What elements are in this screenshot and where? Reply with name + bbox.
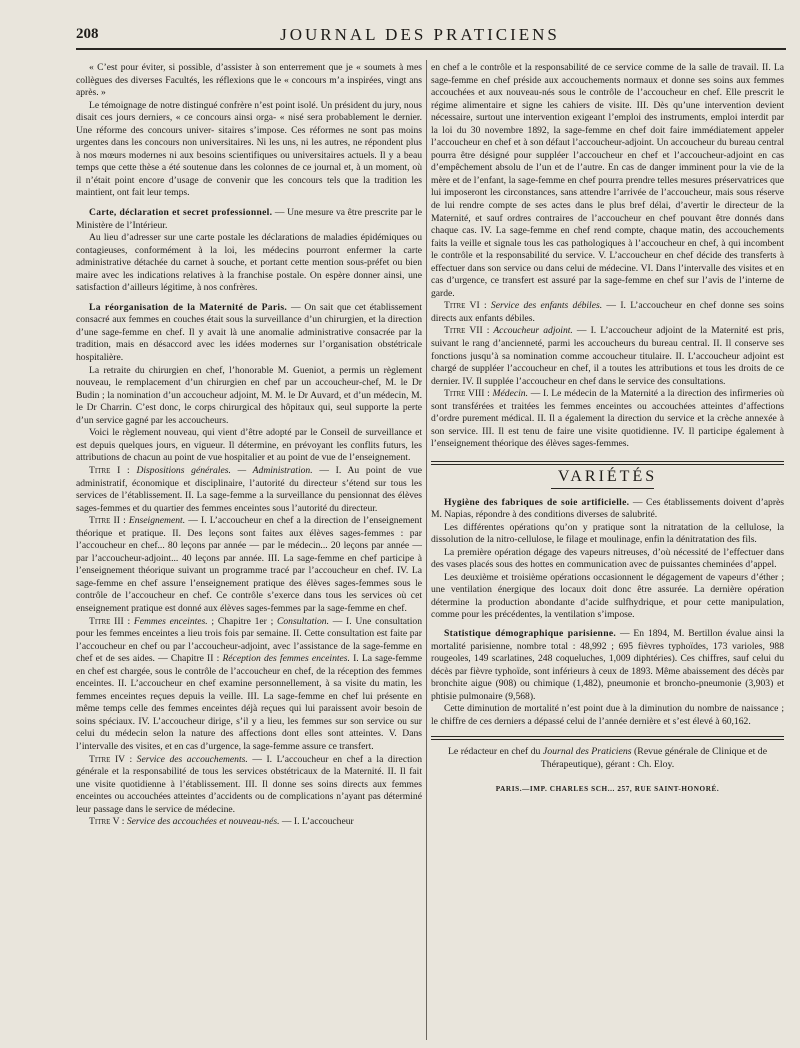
section-heading: La réorganisation de la Maternité de Paris. (89, 301, 288, 313)
titre-3: Titre III : Femmes enceintes. ; Chapitre 1er ; Consultation. — I. Une consultation pour les femmes enceintes a lieu trois fois par semaine. II. Cette consultation est faite par l’accoucheur en chef ou par l’accoucheur-adjoint, avec l’assistance de la sage-femme en chef et de ses aides. — Chapitre II : Réception des femmes enceintes. I. La sage-femme en chef est chargée, sous le contrôle de l’accoucheur en chef, de la réception des femmes enceintes. II. L’accoucheur en chef examine personnellement, à sa visite du matin, les femmes enceintes reçues depuis la veille. III. La sage-femme en chef lui présente en même temps celle des femmes enceintes déjà reçues qui lui paraissent avoir besoin de soins spéciaux. IV. L’accoucheur dirige, s’il y a lieu, les femmes sur son service ou sur celui du médecin selon la nature des affections dont elles sont atteintes. V. Dans l’intervalle des visites, et en cas d’urgence, la sage-femme assure ce transfert. (76, 615, 422, 752)
paragraph: La première opération dégage des vapeurs nitreuses, d’où nécessité de l’effectuer dans des vases placés sous des hottes en communication avec de puissantes cheminées d’appel. (431, 546, 784, 571)
varietes-section-header (431, 461, 784, 489)
section-heading: Carte, déclaration et secret professionnel. (89, 207, 273, 219)
titre-8: Titre VIII : Médecin. — I. Le médecin de la Maternité a la direction des infirmeries où sont transférées et traitées les femmes enceintes ou accouchées atteintes d’affections d’ordre purement médical. II. Il a également la direction du service et la crèche annexée à son service. III. Il est tenu de faire une visite quotidienne. IV. Il participe également à l’enseignement théorique des élèves sages-femmes. (431, 388, 785, 450)
paragraph: Le témoignage de notre distingué confrère n’est point isolé. Un président du jury, nous disait ces jours derniers, « ce concours ainsi orga- « nisé sera probablement le dernier. Une réforme des concours univer- sitaires s’impose. Ces réformes ne sont pas moins urgentes dans les concours non universitaires. Ni les uns, ni les autres, ne répondent plus à nos mœurs modernes ni aux besoins scientifiques ou universitaires actuels. Il y a beau temps que cette thèse a été soutenue dans les colonnes de ce journal et, à un moment, où il n’était point encore d’usage de convenir que les concours tels que la tradition les maintient, ont fait leur temps. (76, 99, 422, 199)
paragraph: Au lieu d’adresser sur une carte postale les déclarations de maladies épidémiques ou contagieuses, conformément à la loi, les médecins pourront enfermer la carte administrative détachée du carnet à souche, et portant cette mention sous-préfet ou bien maire avec les indications relatives à la franchise postale. On espère donner ainsi, une satisfaction d’ailleurs légitime, à nos confrères. (76, 232, 422, 294)
section-heading: Hygiène des fabriques de soie artificielle. (444, 496, 630, 508)
paragraph: Les différentes opérations qu’on y pratique sont la nitratation de la cellulose, la dissolution de la nitro-cellulose, le filage et moulinage, enfin la dénitratation des fils. (431, 521, 784, 546)
thin-rule (551, 488, 654, 489)
journal-title: JOURNAL DES PRATICIENS (280, 25, 560, 44)
titre-4: Titre IV : Service des accouchements. — I. L’accoucheur en chef a la direction générale et la responsabilité de tous les services obstétricaux de la Maternité. II. Il fait une visite quotidienne à l’établissement. III. Il donne ses soins directs aux femmes enceintes ou accouchées atteintes d’accidents ou de complications n’ayant pas déterminé leur passage dans le service de médecine. (76, 753, 422, 815)
paragraph: Voici le règlement nouveau, qui vient d’être adopté par le Conseil de surveillance et est depuis quelques jours, en vigueur. Il détermine, en prévoyant les conflits futurs, les attributions de chacun au point de vue hospitalier et au point de vue de l’enseignement. (76, 427, 422, 464)
paragraph: La retraite du chirurgien en chef, l’honorable M. Gueniot, a permis un règlement nouveau, le remplacement d’un chirurgien en chef par un accoucheur-chef, M. le Dr Budin ; la nomination d’un accoucheur adjoint, M. M. le Dr Auvard, et d’un médecin, M. le Dr Charrin. C’est donc, le corps chirurgical des hôpitaux qui, seul supporte la perte d’un service gagné par les accoucheurs. (76, 364, 422, 426)
separator-rule (431, 739, 784, 740)
page-number: 208 (76, 26, 99, 42)
quote-paragraph: « C’est pour éviter, si possible, d’assister à son enterrement que je « soumets à mes collègues des diverses Facultés, les réflexions que le « concours m’a inspirées, vingt ans après. » (76, 62, 422, 99)
titre-5: Titre V : Service des accouchées et nouveau-nés. — I. L’accoucheur (89, 816, 354, 828)
section-hygiene: Hygiène des fabriques de soie artificielle. — Ces établissements doivent d’après M. Napias, répondre à des conditions diverses de salubrité. (431, 496, 785, 521)
left-column (76, 62, 422, 829)
paragraph-continued: en chef a le contrôle et la responsabilité de ce service comme de la salle de travail. II. La sage-femme en chef préside aux accouchements normaux et donne ses soins aux femmes accouchées et aux nouveau-nés sous le contrôle de l’accoucheur en chef. Elle prescrit le régime alimentaire et signe les cahiers de visite. III. Dès qu’une intervention devient nécessaire, surtout une intervention exigeant l’emploi des instruments, emploi interdit par la loi du 30 novembre 1892, la sage-femme en chef doit faire immédiatement appeler l’accoucheur en chef et à son défaut l’accoucheur-adjoint. Un accoucheur du bureau central pourra être désigné pour suppléer l’accoucheur en chef et l’accoucheur-adjoint en cas d’empêchement absolu de l’un et de l’autre. En cas de danger imminent pour la vie de la mère et de l’enfant, la sage-femme en chef pourra prendre telles mesures préservatrices que lui imposeront les circonstances, sans attendre l’arrivée de l’accoucheur, mais sous réserve de lui rendre compte de ses actes dans le plus bref délai, d’avertir le directeur de la Maternité, et sauf ordres contraires de l’accoucheur en chef pouvant être donnés dans chaque cas. IV. La sage-femme en chef rend compte, chaque matin, des accouchements faits la veille et signale tous les cas pathologiques à l’accoucheur en chef, à qui incombent le contrôle et la responsabilité du service. V. L’accoucheur en chef décide des transferts à effectuer dans son service ou dans celui de médecine. VI. Dans l’intervalle des visites et en cas d’urgence, ce transfert est assuré par la sage-femme en chef sur l’avis de l’interne de garde. (431, 62, 784, 299)
varietes-title: VARIÉTÉS (557, 467, 658, 485)
titre-1: Titre I : Dispositions générales. — Administration. — I. Au point de vue administratif, économique et disciplinaire, l’autorité du directeur s’étend sur tous les services de l’établissement. II. La sage-femme a la surveillance du pensionnat des élèves sages-femmes et du quartier des femmes enceintes sous l’autorité du directeur. (76, 464, 423, 514)
section-statistique: Statistique démographique parisienne. — En 1894, M. Bertillon évalue ainsi la mortalité parisienne, nombre total : 48,992 ; 695 fièvres typhoïdes, 173 varioles, 988 rougeoles, 149 scarlatines, 248 coqueluches, 1,009 diphtéries). Ces chiffres, sauf celui du décès par fièvre typhoïde, sont inférieurs à ceux de 1893. Même abaissement des décès par bronchite aigue (908) ou chimique (1,482), pneumonie et broncho-pneumonie (3,903) et phtisie pulmonaire (9,568). (431, 627, 784, 702)
page-header (58, 22, 782, 46)
paragraph: Cette diminution de mortalité n’est point due à la diminution du nombre de naissance ; le chiffre de ces derniers a dépassé celui de l’année dernière et s’est élevé à 60,162. (431, 703, 784, 727)
titre-6: Titre VI : Service des enfants débiles. — I. L’accoucheur en chef donne ses soins directs aux enfants débiles. (431, 300, 784, 324)
section-heading: Statistique démographique parisienne. (444, 627, 617, 639)
header-rule (76, 48, 786, 50)
right-column (431, 62, 784, 796)
section-maternite: La réorganisation de la Maternité de Paris. — On sait que cet établissement consacré aux femmes en couches était sous la surveillance d’un chirurgien, et la direction d’une sage-femme en chef. Il y avait là une anomalie administrative consacrée par la tradition, mais en désaccord avec les idées modernes sur l’organisation obstétricale hospitalière. (76, 301, 422, 364)
editor-note: Le rédacteur en chef du Journal des Praticiens (Revue générale de Clinique et de Thérapeutique), gérant : Ch. Eloy. (447, 746, 768, 770)
titre-2: Titre II : Enseignement. — I. L’accoucheur en chef a la direction de l’enseignement théorique et pratique. II. Des leçons sont faites aux élèves sages-femmes : par l’accoucheur en chef... 80 leçons par année — par le médecin... 20 leçons par année — par l’accoucheur-adjoint... 40 leçons par année. III. La sage-femme en chef participe à l’enseignement théorique suivant un programme tracé par l’accoucheur en chef. IV. La sage-femme en chef assure l’enseignement pratique des élèves sages-femmes sous le contrôle de l’accoucheur en chef. Ce contrôle s’exerce dans tous les services où cet enseignement pratique est donné aux élèves sages-femmes par la sage-femme en chef. (76, 515, 423, 614)
titre-7: Titre VII : Accoucheur adjoint. — I. L’accoucheur adjoint de la Maternité est pris, suivant le rang d’ancienneté, parmi les accoucheurs du bureau central. II. Il conserve ses fonctions jusqu’à sa nomination comme accoucheur titulaire. II. L’accoucheur adjoint est chargé de suppléer l’accoucheur en chef, il a toutes les attributions et tous les droits de ce dernier. IV. Il supplée l’accoucheur en chef dans le service des consultations. (431, 325, 784, 387)
printer-imprint: PARIS.—IMP. CHARLES SCH... 257, RUE SAINT-HONORÉ. (495, 785, 720, 794)
paragraph: Les deuxième et troisième opérations occasionnent le dégagement de vapeurs d’éther ; une ventilation énergique des locaux doit donc être assurée. La dernière opération détermine la production abondante d’acide sulfhydrique, et pour cette manipulation, comme pour les précédentes, la ventilation s’impose. (431, 571, 784, 621)
separator-rule (431, 736, 784, 737)
column-divider (426, 60, 427, 1040)
section-carte: Carte, déclaration et secret professionnel. — Une mesure va être prescrite par le Ministère de l’Intérieur. (76, 207, 422, 231)
